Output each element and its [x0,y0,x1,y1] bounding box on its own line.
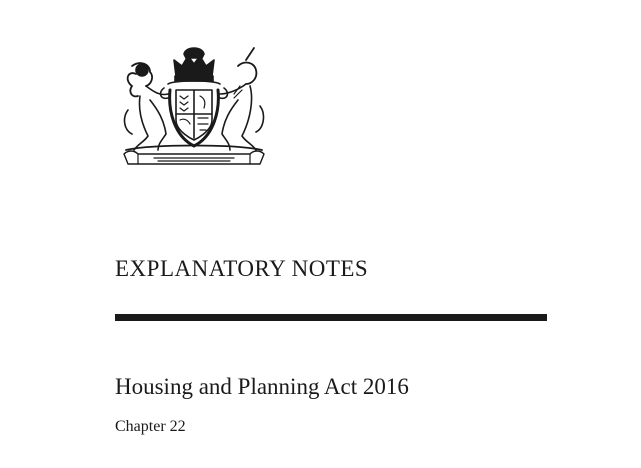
document-heading: EXPLANATORY NOTES [115,256,369,281]
royal-coat-of-arms-emblem [114,40,274,168]
document-chapter: Chapter 22 [115,418,186,435]
document-title: Housing and Planning Act 2016 [115,374,409,399]
heading-rule-divider [115,314,547,321]
